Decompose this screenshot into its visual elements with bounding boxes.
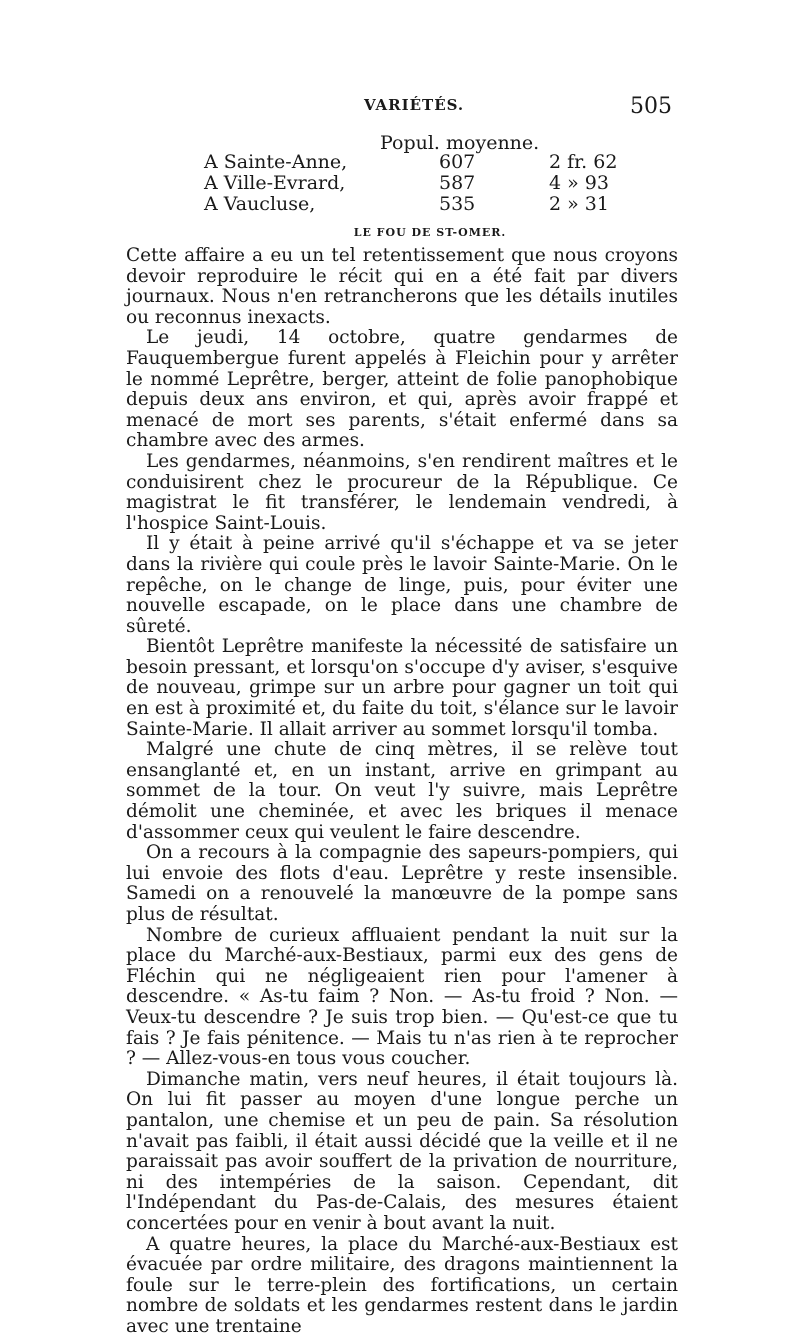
article-body <box>126 246 678 1337</box>
place-name: A Sainte-Anne, <box>204 152 347 173</box>
stats-caption: Popul. moyenne. <box>380 132 539 154</box>
table-row <box>204 152 644 173</box>
place-name: A Ville-Evrard, <box>204 173 345 194</box>
paragraph: Malgré une chute de cinq mètres, il se relève tout ensanglanté et, en un instant, arrive en grimpant au sommet de la tour. On veut l'y suivre, mais Leprêtre démolit une cheminée, et avec les briques il menace d'assommer ceux qui veulent le faire descendre. <box>126 740 678 843</box>
table-row <box>204 173 644 194</box>
price-value: 4 » 93 <box>549 173 609 194</box>
paragraph: Nombre de curieux affluaient pendant la nuit sur la place du Marché-aux-Bestiaux, parmi eux des gens de Fléchin qui ne négligeaient rien pour l'amener à descendre. « As-tu faim ? Non. — As-tu froid ? Non. — Veux-tu descendre ? Je suis trop bien. — Qu'est-ce que tu fais ? Je fais pénitence. — Mais tu n'as rien à te reprocher ? — Allez-vous-en tous vous coucher. <box>126 926 678 1070</box>
price-value: 2 » 31 <box>549 194 609 215</box>
paragraph: Dimanche matin, vers neuf heures, il était toujours là. On lui fit passer au moyen d'une longue perche un pantalon, une chemise et un peu de pain. Sa résolution n'avait pas faibli, il était aussi décidé que la veille et il ne paraissait pas avoir souffert de la privation de nourriture, ni des intempéries de la saison. Cependant, dit l'Indépendant du Pas-de-Calais, des mesures étaient concertées pour en venir à bout avant la nuit. <box>126 1070 678 1235</box>
population-price-table <box>204 152 644 215</box>
running-title: VARIÉTÉS. <box>364 96 464 114</box>
paragraph: Cette affaire a eu un tel retentissement que nous croyons devoir reproduire le récit qui en a été fait par divers journaux. Nous n'en retrancherons que les détails inutiles ou reconnus inexacts. <box>126 246 678 328</box>
population-value: 607 <box>439 152 475 173</box>
paragraph: On a recours à la compagnie des sapeurs-pompiers, qui lui envoie des flots d'eau. Leprêtre y reste insensible. Samedi on a renouvelé la manœuvre de la pompe sans plus de résultat. <box>126 843 678 925</box>
paragraph: Bientôt Leprêtre manifeste la nécessité de satisfaire un besoin pressant, et lorsqu'on s'occupe d'y aviser, s'esquive de nouveau, grimpe sur un arbre pour gagner un toit qui en est à proximité et, du faite du toit, s'élance sur le lavoir Sainte-Marie. Il allait arriver au sommet lorsqu'il tomba. <box>126 637 678 740</box>
running-head <box>0 96 800 120</box>
place-name: A Vaucluse, <box>204 194 315 215</box>
paragraph: Le jeudi, 14 octobre, quatre gendarmes de Fauquembergue furent appelés à Fleichin pour y arrêter le nommé Leprêtre, berger, atteint de folie panophobique depuis deux ans environ, et qui, après avoir frappé et menacé de mort ses parents, s'était enfermé dans sa chambre avec des armes. <box>126 328 678 452</box>
price-value: 2 fr. 62 <box>549 152 617 173</box>
paragraph: Les gendarmes, néanmoins, s'en rendirent maîtres et le conduisirent chez le procureur de la République. Ce magistrat le fit transférer, le lendemain vendredi, à l'hospice Saint-Louis. <box>126 452 678 534</box>
section-heading: LE FOU DE ST-OMER. <box>0 226 800 239</box>
paragraph: Il y était à peine arrivé qu'il s'échappe et va se jeter dans la rivière qui coule près le lavoir Sainte-Marie. On le repêche, on le change de linge, puis, pour éviter une nouvelle escapade, on le place dans une chambre de sûreté. <box>126 534 678 637</box>
population-value: 587 <box>439 173 475 194</box>
page-number: 505 <box>630 94 672 119</box>
paragraph: A quatre heures, la place du Marché-aux-Bestiaux est évacuée par ordre militaire, des dragons maintiennent la foule sur le terre-plein des fortifications, un certain nombre de soldats et les gendarmes restent dans le jardin avec une trentaine <box>126 1235 678 1337</box>
table-row <box>204 194 644 215</box>
population-value: 535 <box>439 194 475 215</box>
